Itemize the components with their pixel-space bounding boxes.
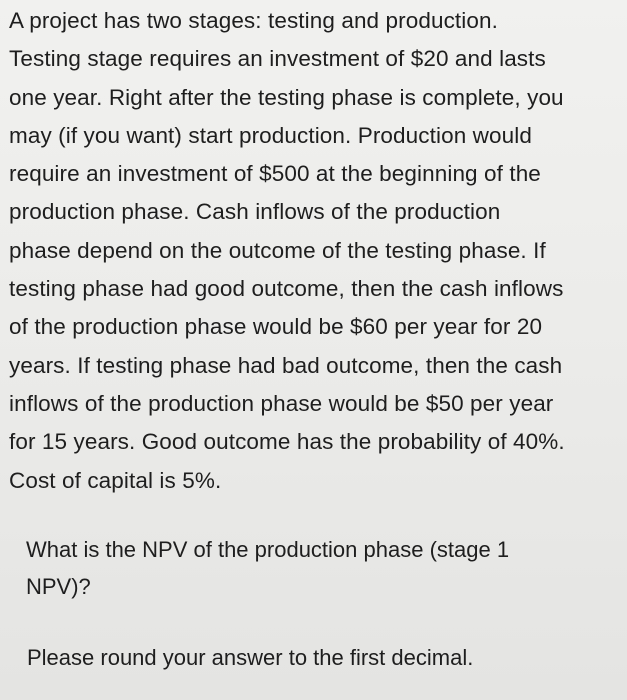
question-text: What is the NPV of the production phase (stage 1 NPV)? — [26, 537, 510, 599]
problem-statement: A project has two stages: testing and production. Testing stage requires an investment of $20 and lasts one year. Right after the testing phase is complete, you may (if you want) start production. Production would require an investment of $500 at the beginning of the production phase. Cash inflows of the production phase depend on the outcome of the testing phase. If testing phase had good outcome, then the cash inflows of the production phase would be $60 per year for 20 years. If testing phase had bad outcome, then the cash inflows of the production phase would be $50 per year for 15 years. Good outcome has the probability of 40%. Cost of capital is 5%. — [9, 8, 565, 493]
rounding-instruction: Please round your answer to the first decimal. — [27, 645, 474, 670]
